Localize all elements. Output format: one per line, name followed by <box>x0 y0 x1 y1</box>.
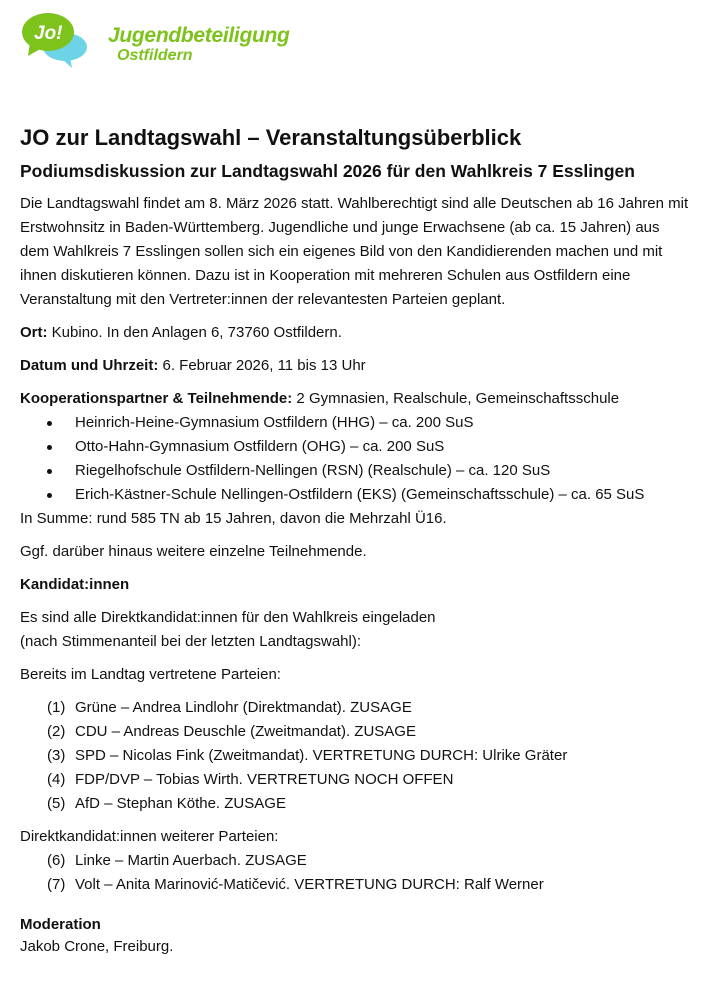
group-heading: Direktkandidat:innen weiterer Parteien: <box>20 828 279 845</box>
date-time <box>20 354 690 378</box>
document-body <box>20 124 690 959</box>
logo-subtitle: Ostfildern <box>117 47 193 64</box>
moderation-heading <box>20 913 690 937</box>
page-title: JO zur Landtagswahl – Veranstaltungsüberblick <box>20 125 522 150</box>
partner-list <box>20 411 690 507</box>
moderation-value: Jakob Crone, Freiburg. <box>20 938 174 955</box>
moderation-heading-text: Moderation <box>20 916 101 933</box>
logo-title: Jugendbeteiligung <box>108 24 290 47</box>
logo <box>20 10 290 70</box>
list-text: FDP/DVP – Tobias Wirth. VERTRETUNG NOCH OFFEN <box>75 771 454 788</box>
page-subtitle: Podiumsdiskussion zur Landtagswahl 2026 für den Wahlkreis 7 Esslingen <box>20 161 635 181</box>
candidates-intro-1: Es sind alle Direktkandidat:innen für den Wahlkreis eingeladen <box>20 609 436 626</box>
list-number: (3) <box>47 747 66 764</box>
candidate-list-2 <box>20 849 690 897</box>
list-item <box>20 792 690 816</box>
list-item <box>20 744 690 768</box>
candidates-intro-2: (nach Stimmenanteil bei der letzten Landtagswahl): <box>20 633 362 650</box>
list-text: SPD – Nicolas Fink (Zweitmandat). VERTRETUNG DURCH: Ulrike Gräter <box>75 747 568 764</box>
list-number: (1) <box>47 699 66 716</box>
list-text: AfD – Stephan Köthe. ZUSAGE <box>75 795 286 812</box>
list-item: Riegelhofschule Ostfildern-Nellingen (RSN) (Realschule) – ca. 120 SuS <box>20 459 690 483</box>
date-label: Datum und Uhrzeit: <box>20 357 159 374</box>
date-value: 6. Februar 2026, 11 bis 13 Uhr <box>158 357 366 374</box>
partners <box>20 387 690 411</box>
location <box>20 321 690 345</box>
list-item <box>20 720 690 744</box>
intro-paragraph: Die Landtagswahl findet am 8. März 2026 statt. Wahlberechtigt sind alle Deutschen ab 16 Jahren mit Erstwohnsitz in Baden-Württemberg. Jugendliche und junge Erwachsene (ab ca. 15 Jahren) aus dem Wahlkreis 7 Esslingen sollen sich ein eigenes Bild von den Kandidierenden machen und mit ihnen diskutieren können. Dazu ist in Kooperation mit mehreren Schulen aus Ostfildern eine Veranstaltung mit den Vertreter:innen der relevantesten Parteien geplant. <box>20 195 689 308</box>
list-item <box>20 849 690 873</box>
additional-participants: Ggf. darüber hinaus weitere einzelne Teilnehmende. <box>20 543 367 560</box>
candidates-heading-text: Kandidat:innen <box>20 576 130 593</box>
speech-bubbles-icon <box>20 10 100 70</box>
candidates-heading <box>20 573 690 597</box>
list-number: (2) <box>47 723 66 740</box>
participant-sum: In Summe: rund 585 TN ab 15 Jahren, davon die Mehrzahl Ü16. <box>20 510 447 527</box>
list-item: Heinrich-Heine-Gymnasium Ostfildern (HHG) – ca. 200 SuS <box>20 411 690 435</box>
list-text: Linke – Martin Auerbach. ZUSAGE <box>75 852 307 869</box>
list-number: (5) <box>47 795 66 812</box>
svg-text:Jo!: Jo! <box>34 23 63 44</box>
list-text: Volt – Anita Marinović-Matičević. VERTRETUNG DURCH: Ralf Werner <box>75 876 544 893</box>
partners-value: 2 Gymnasien, Realschule, Gemeinschaftsschule <box>292 390 620 407</box>
candidate-list-1 <box>20 696 690 816</box>
list-text: Grüne – Andrea Lindlohr (Direktmandat). ZUSAGE <box>75 699 412 716</box>
list-item: Otto-Hahn-Gymnasium Ostfildern (OHG) – ca. 200 SuS <box>20 435 690 459</box>
list-number: (6) <box>47 852 66 869</box>
location-label: Ort: <box>20 324 48 341</box>
location-value: Kubino. In den Anlagen 6, 73760 Ostfildern. <box>47 324 342 341</box>
partners-label: Kooperationspartner & Teilnehmende: <box>20 390 293 407</box>
list-number: (4) <box>47 771 66 788</box>
list-number: (7) <box>47 876 66 893</box>
list-item: Erich-Kästner-Schule Nellingen-Ostfildern (EKS) (Gemeinschaftsschule) – ca. 65 SuS <box>20 483 690 507</box>
list-item <box>20 768 690 792</box>
list-text: CDU – Andreas Deuschle (Zweitmandat). ZUSAGE <box>75 723 416 740</box>
list-item <box>20 696 690 720</box>
list-item <box>20 873 690 897</box>
group-heading: Bereits im Landtag vertretene Parteien: <box>20 666 281 683</box>
